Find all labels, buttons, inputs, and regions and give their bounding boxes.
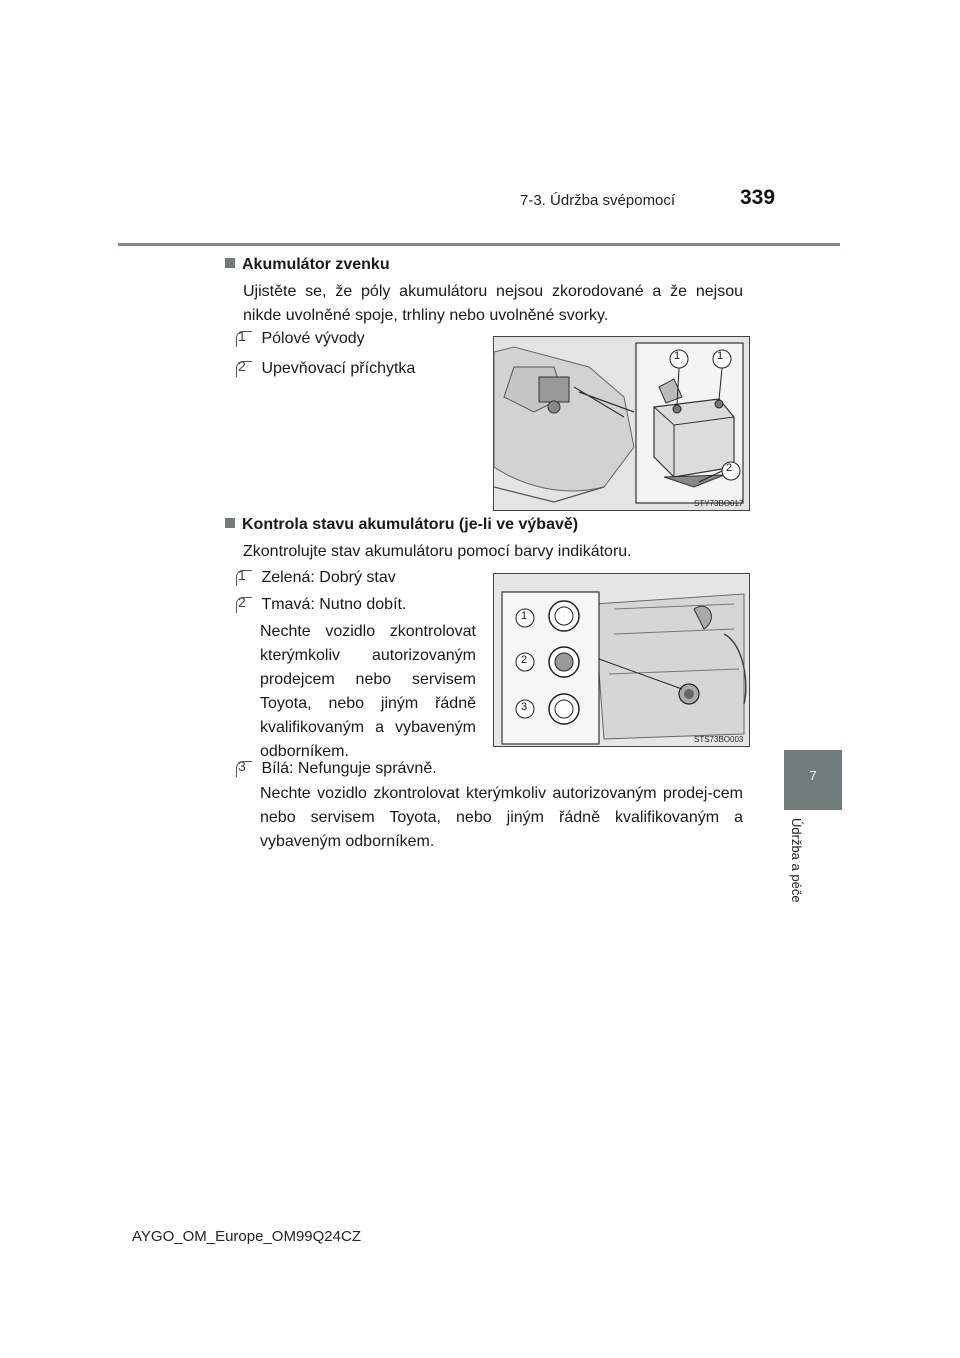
list-item: 3 Bílá: Nefunguje správně. [238,758,437,777]
callout-2: 2 [726,462,733,474]
number-2-icon: 2 [236,597,251,612]
number-1-icon: 1 [236,331,251,346]
square-bullet-icon [225,258,235,268]
section-heading-text: Akumulátor zvenku [242,256,390,273]
paragraph: Ujistěte se, že póly akumulátoru nejsou zkorodované a že nejsou nikde uvolněné spoje, trhliny nebo uvolněné svorky. [243,283,743,324]
list-item: 2 Tmavá: Nutno dobít. [238,594,407,613]
list-item: 1 Pólové vývody [238,328,365,347]
page-number: 339 [740,186,776,209]
indicator-figure [493,573,750,747]
figure-code: STS73BO003 [694,735,744,744]
callout-1: 1 [717,350,724,362]
number-1-icon: 1 [236,570,251,585]
number-2-icon: 2 [236,361,251,376]
battery-figure [493,336,750,511]
section-heading-text: Kontrola stavu akumulátoru (je-li ve výbavě) [242,516,579,533]
section-heading [225,256,390,274]
header-rule [118,243,840,246]
figure-code: STY73BO017 [694,499,744,508]
callout-1: 1 [674,350,681,362]
document-id: AYGO_OM_Europe_OM99Q24CZ [132,1228,361,1245]
indicator-label-3: 3 [521,701,528,713]
indicator-illustration [494,574,749,746]
indicator-label-1: 1 [521,610,528,622]
square-bullet-icon [225,518,235,528]
paragraph: Zkontrolujte stav akumulátoru pomocí barvy indikátoru. [243,543,632,560]
chapter-number: 7 [809,768,817,783]
chapter-title: Údržba a péče [789,818,804,903]
list-item: 1 Zelená: Dobrý stav [238,567,396,586]
running-header: 7-3. Údržba svépomocí [520,192,676,209]
paragraph: Nechte vozidlo zkontrolovat kterýmkoliv autorizovaným prodej-cem nebo servisem Toyota, nebo jiným řádně kvalifikovaným a vybaveným odborníkem. [260,785,743,850]
section-heading [225,516,578,534]
battery-illustration [494,337,749,510]
paragraph: Nechte vozidlo zkontrolovat kterýmkoliv autorizovaným prodejcem nebo servisem Toyota, nebo jiným řádně kvalifikovaným a vybaveným odborníkem. [260,623,476,760]
list-item: 2 Upevňovací příchytka [238,358,416,377]
indicator-label-2: 2 [521,654,528,666]
chapter-tab [784,750,842,810]
number-3-icon: 3 [236,761,251,776]
